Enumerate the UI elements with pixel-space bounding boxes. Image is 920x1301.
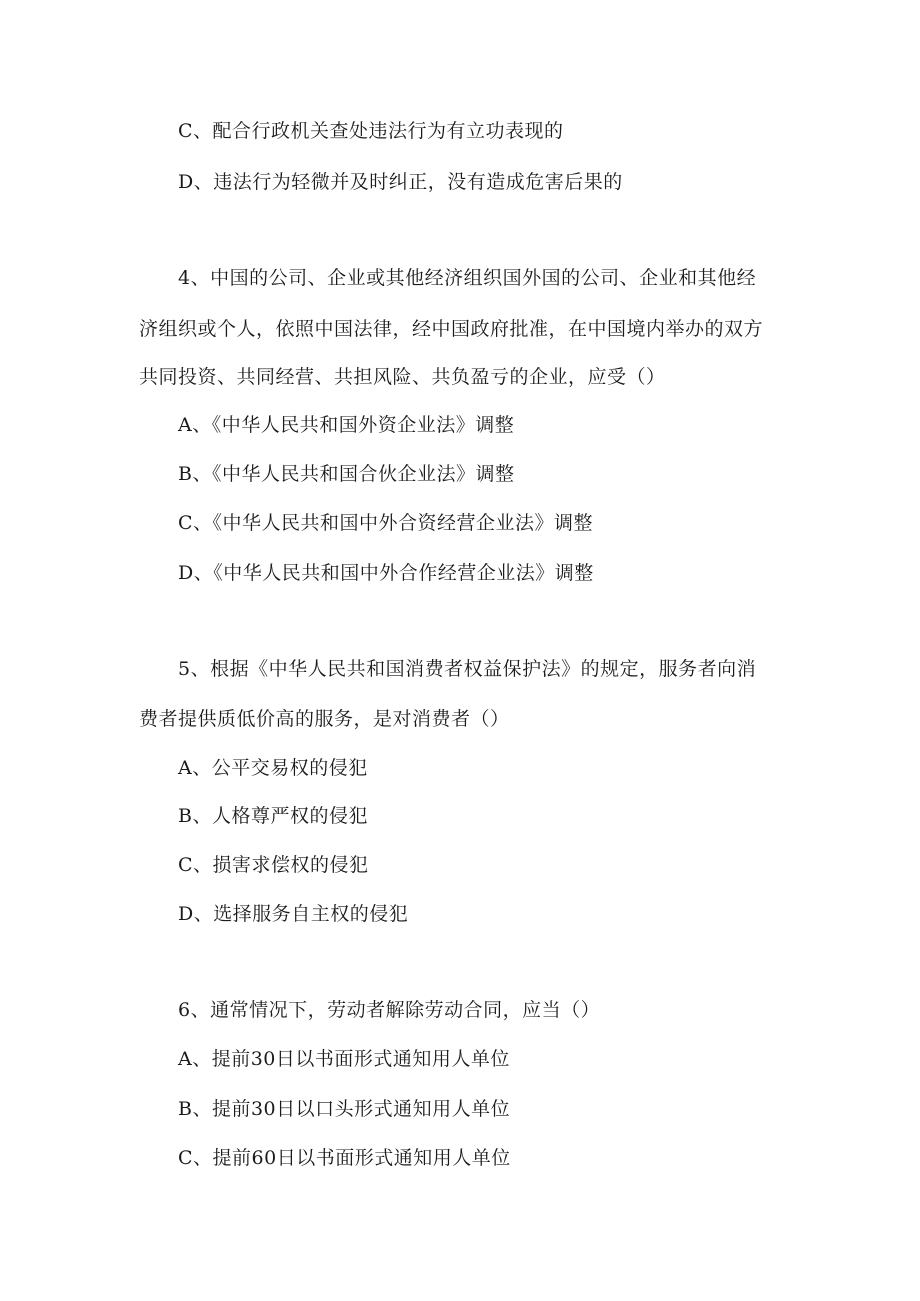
q5-option-b: B、人格尊严权的侵犯 [178,805,368,827]
q5-option-a: A、公平交易权的侵犯 [178,757,368,779]
q5-option-d: D、选择服务自主权的侵犯 [178,903,409,925]
q3-option-c: C、配合行政机关查处违法行为有立功表现的 [178,120,564,142]
q6-stem-line-1: 6、通常情况下，劳动者解除劳动合同，应当（） [178,999,601,1021]
q4-stem-line-3: 共同投资、共同经营、共担风险、共负盈亏的企业，应受（） [139,366,666,388]
q3-option-d: D、违法行为轻微并及时纠正，没有造成危害后果的 [178,171,623,193]
q4-option-a: A、《中华人民共和国外资企业法》调整 [178,414,515,436]
q5-stem-line-1: 5、根据《中华人民共和国消费者权益保护法》的规定，服务者向消 [178,658,757,680]
q6-option-b: B、提前30日以口头形式通知用人单位 [178,1098,511,1120]
q6-option-a: A、提前30日以书面形式通知用人单位 [178,1048,510,1070]
q4-option-d: D、《中华人民共和国中外合作经营企业法》调整 [178,562,594,584]
q6-option-c: C、提前60日以书面形式通知用人单位 [178,1147,511,1169]
q4-option-b: B、《中华人民共和国合伙企业法》调整 [178,463,515,485]
q5-stem-line-2: 费者提供质低价高的服务，是对消费者（） [139,708,510,730]
q4-stem-line-2: 济组织或个人，依照中国法律，经中国政府批准，在中国境内举办的双方 [139,318,764,340]
q5-option-c: C、损害求偿权的侵犯 [178,854,369,876]
q4-stem-line-1: 4、中国的公司、企业或其他经济组织国外国的公司、企业和其他经 [178,267,757,289]
q4-option-c: C、《中华人民共和国中外合资经营企业法》调整 [178,512,594,534]
